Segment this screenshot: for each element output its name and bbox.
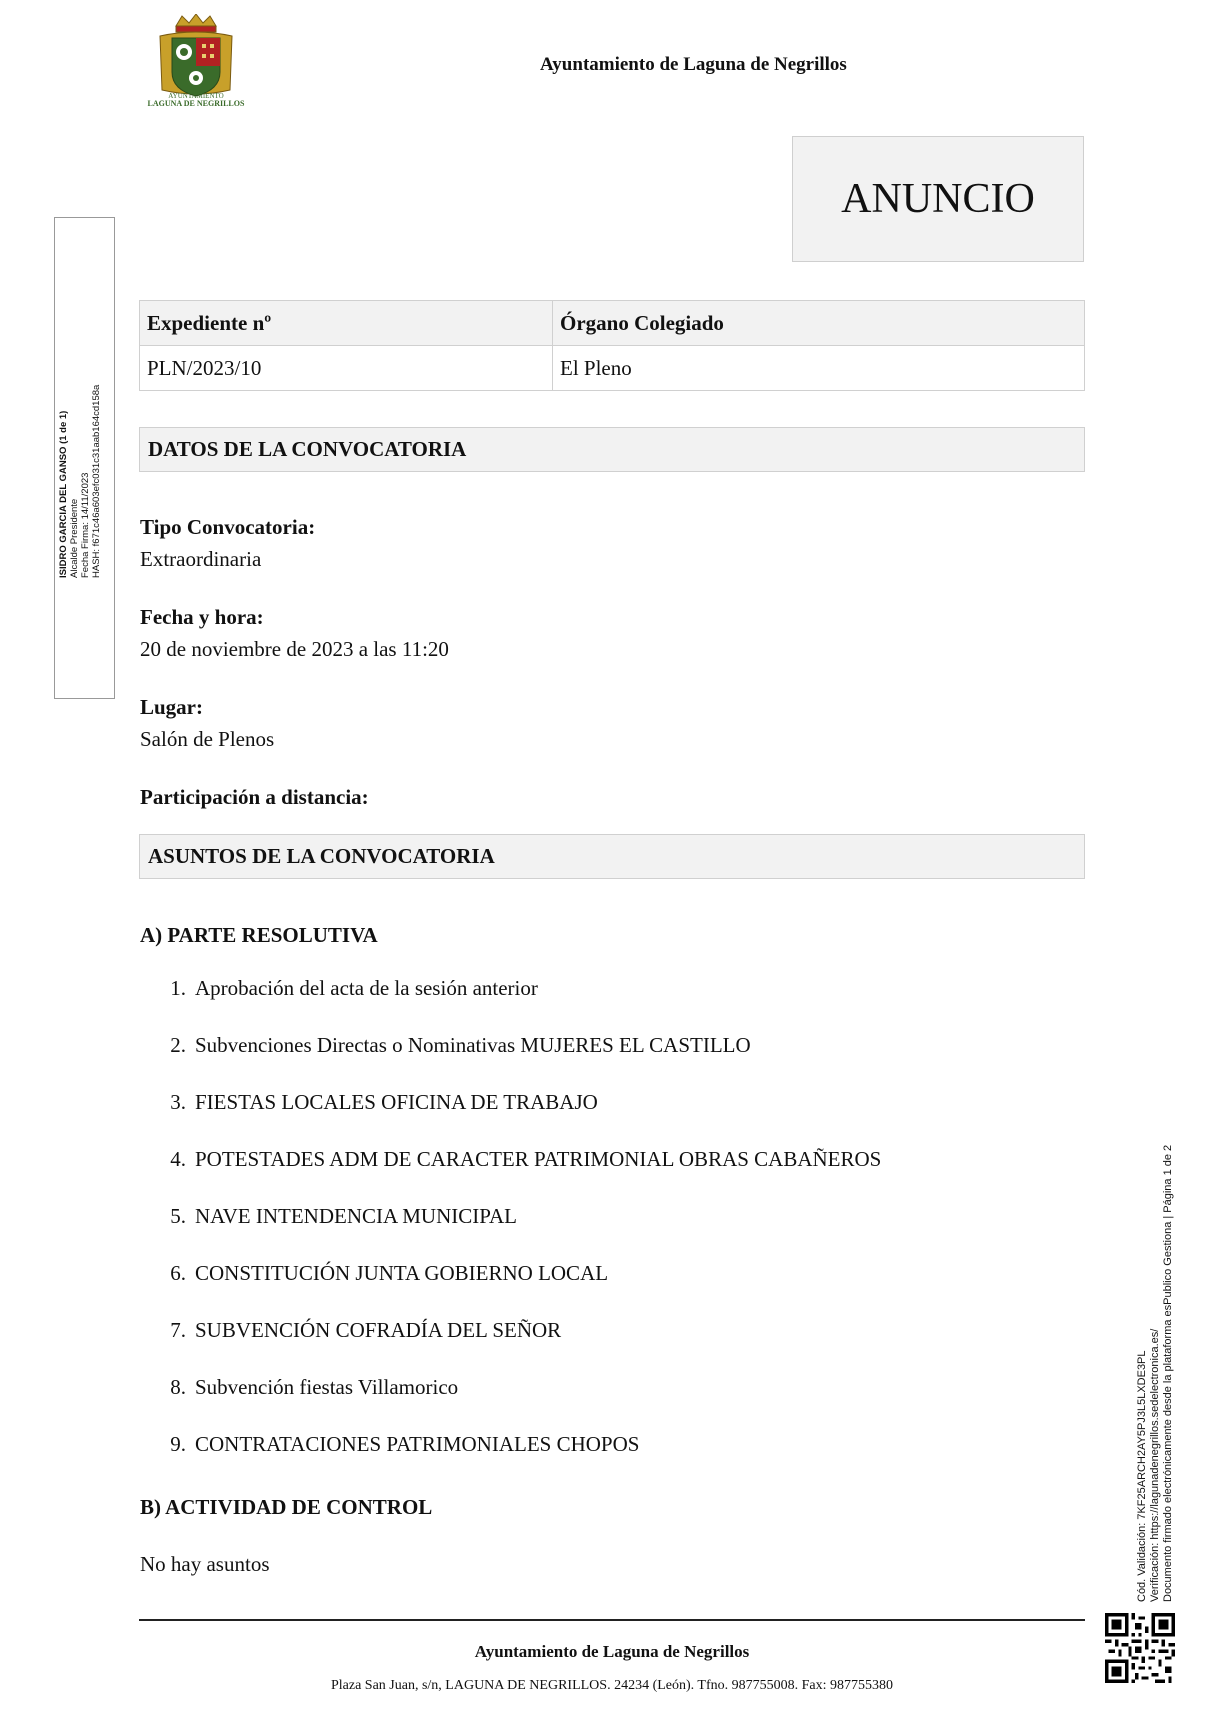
item-number: 7.	[170, 1318, 186, 1342]
qr-code-icon	[1105, 1613, 1175, 1683]
item-number: 3.	[170, 1090, 186, 1114]
item-text: CONTRATACIONES PATRIMONIALES CHOPOS	[195, 1432, 640, 1456]
expediente-table	[139, 300, 1085, 391]
agenda-list	[150, 976, 881, 1489]
signer-role: Alcalde Presidente	[69, 498, 80, 578]
item-text: Subvenciones Directas o Nominativas MUJERES EL CASTILLO	[195, 1033, 751, 1057]
table-row	[140, 346, 1085, 391]
parte-resolutiva-title: A) PARTE RESOLUTIVA	[140, 923, 378, 947]
header-title: Ayuntamiento de Laguna de Negrillos	[540, 54, 847, 75]
fecha-value: 20 de noviembre de 2023 a las 11:20	[140, 637, 449, 661]
item-number: 6.	[170, 1261, 186, 1285]
signature-text	[58, 318, 102, 578]
validation-text	[1136, 1145, 1175, 1602]
list-item	[150, 1318, 881, 1375]
logo-caption-bottom: LAGUNA DE NEGRILLOS	[147, 99, 245, 108]
expediente-label: Expediente nº	[140, 301, 553, 346]
validation-code: Cód. Validación: 7KF25ARCH2AY5PJ3L5LXDE3PL	[1136, 1350, 1148, 1602]
item-number: 8.	[170, 1375, 186, 1399]
item-text: POTESTADES ADM DE CARACTER PATRIMONIAL OBRAS CABAÑEROS	[195, 1147, 882, 1171]
item-text: NAVE INTENDENCIA MUNICIPAL	[195, 1204, 518, 1228]
table-header-row	[140, 301, 1085, 346]
section-datos-convocatoria: DATOS DE LA CONVOCATORIA	[139, 427, 1085, 472]
lugar-label: Lugar:	[140, 695, 203, 719]
section-asuntos-convocatoria: ASUNTOS DE LA CONVOCATORIA	[139, 834, 1085, 879]
item-text: SUBVENCIÓN COFRADÍA DEL SEÑOR	[195, 1318, 562, 1342]
list-item	[150, 976, 881, 1033]
organo-value: El Pleno	[553, 346, 1085, 391]
item-number: 1.	[170, 976, 186, 1000]
footer-address: Plaza San Juan, s/n, LAGUNA DE NEGRILLOS. 24234 (León). Tfno. 987755008. Fax: 987755380	[330, 1678, 894, 1693]
logo-caption	[140, 92, 252, 108]
signature-date: Fecha Firma: 14/11/2023	[80, 472, 91, 578]
document-signed-note: Documento firmado electrónicamente desde la plataforma esPublico Gestiona | Página 1 de 2	[1162, 1144, 1174, 1602]
list-item	[150, 1261, 881, 1318]
list-item	[150, 1204, 881, 1261]
list-item	[150, 1432, 881, 1489]
footer-title: Ayuntamiento de Laguna de Negrillos	[474, 1642, 750, 1661]
item-text: Aprobación del acta de la sesión anterior	[195, 976, 538, 1000]
list-item	[150, 1375, 881, 1432]
item-text: CONSTITUCIÓN JUNTA GOBIERNO LOCAL	[195, 1261, 609, 1285]
verification-url: Verificación: https://lagunadenegrillos.sedelectronica.es/	[1149, 1328, 1161, 1602]
footer-divider	[139, 1619, 1085, 1621]
anuncio-title: ANUNCIO	[792, 136, 1084, 262]
tipo-label: Tipo Convocatoria:	[140, 515, 316, 539]
signer-name: ISIDRO GARCIA DEL GANSO (1 de 1)	[58, 410, 69, 578]
actividad-control-value: No hay asuntos	[140, 1552, 270, 1576]
logo-caption-top: AYUNTAMIENTO	[168, 92, 224, 100]
participacion-label: Participación a distancia:	[140, 785, 369, 809]
item-number: 4.	[170, 1147, 186, 1171]
list-item	[150, 1090, 881, 1147]
item-number: 2.	[170, 1033, 186, 1057]
item-text: FIESTAS LOCALES OFICINA DE TRABAJO	[195, 1090, 598, 1114]
fecha-label: Fecha y hora:	[140, 605, 264, 629]
expediente-value: PLN/2023/10	[140, 346, 553, 391]
list-item	[150, 1033, 881, 1090]
tipo-value: Extraordinaria	[140, 547, 262, 571]
item-number: 5.	[170, 1204, 186, 1228]
lugar-value: Salón de Plenos	[140, 727, 275, 751]
item-number: 9.	[170, 1432, 186, 1456]
list-item	[150, 1147, 881, 1204]
organo-label: Órgano Colegiado	[553, 301, 1085, 346]
item-text: Subvención fiestas Villamorico	[195, 1375, 459, 1399]
signature-hash: HASH: f671c46a603efc031c31aab164cd158a	[91, 384, 102, 578]
actividad-control-title: B) ACTIVIDAD DE CONTROL	[140, 1495, 433, 1519]
